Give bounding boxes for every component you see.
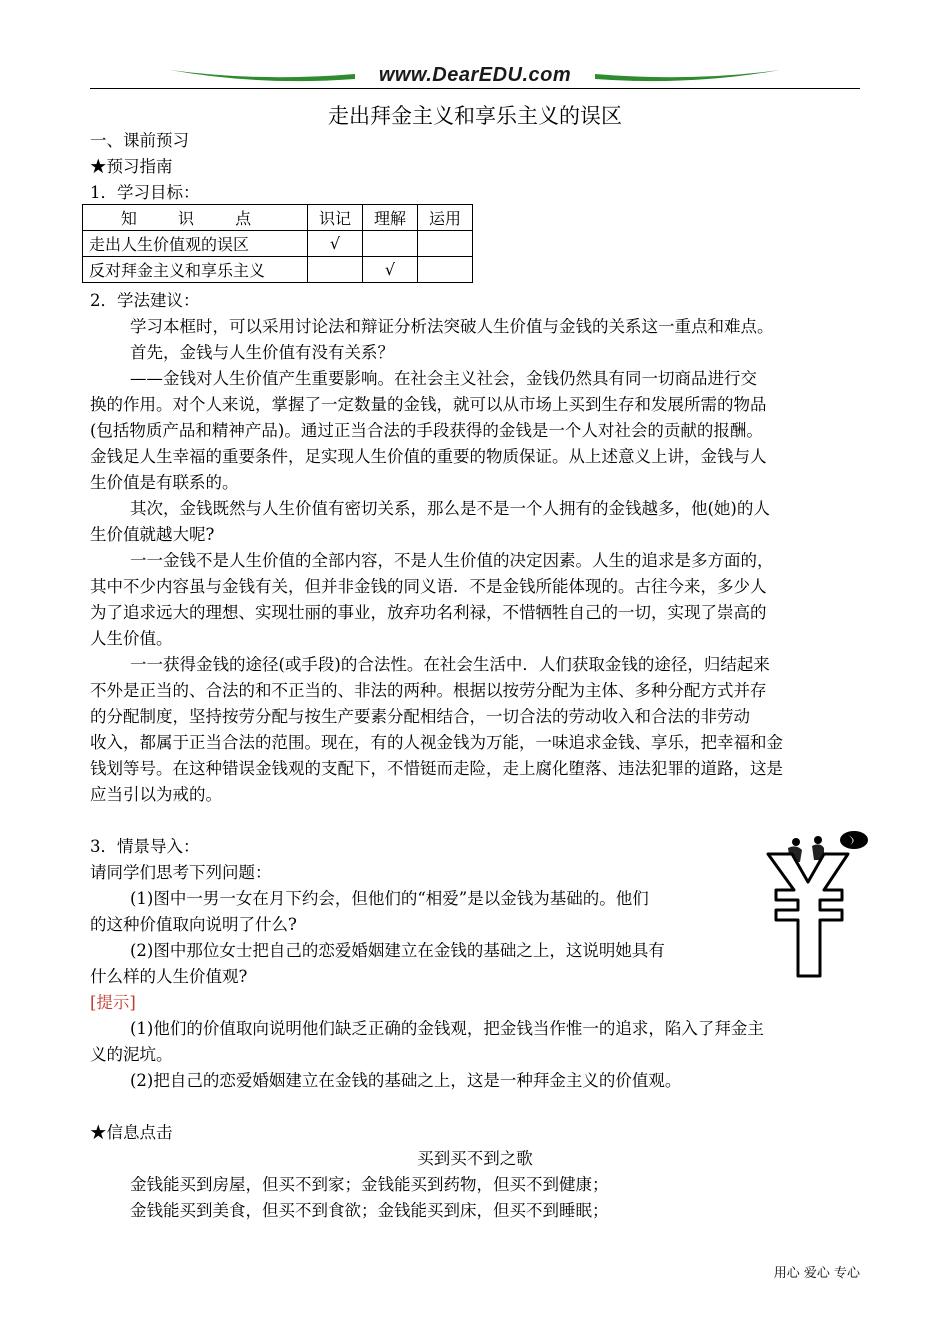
table-header-cell: 识记: [308, 205, 363, 231]
page-footer: 用心 爱心 专心: [773, 1266, 860, 1281]
paragraph-line: 的这种价值取向说明了什么?: [90, 915, 297, 934]
learning-goals-table: [82, 204, 473, 283]
paragraph-line: (2)图中那位女士把自己的恋爱婚姻建立在金钱的基础之上，这说明她具有: [130, 941, 665, 960]
header-rule: [90, 88, 860, 89]
method-heading: 2．学法建议：: [90, 291, 200, 310]
paragraph-line: ——金钱对人生价值产生重要影响。在社会主义社会，金钱仍然具有同一切商品进行交: [130, 369, 757, 388]
table-cell: 走出人生价值观的误区: [83, 231, 308, 257]
paragraph-line: 其中不少内容虽与金钱有关，但并非金钱的同义语．不是金钱所能体现的。古往今来，多少人: [90, 577, 767, 596]
table-cell: [363, 231, 418, 257]
paragraph-line: 钱划等号。在这种错误金钱观的支配下，不惜铤而走险，走上腐化堕落、违法犯罪的道路，这是: [90, 759, 783, 778]
paragraph-line: 一一金钱不是人生价值的全部内容，不是人生价值的决定因素。人生的追求是多方面的，: [130, 551, 774, 570]
scene-heading: 3．情景导入：: [90, 837, 200, 856]
logo-text: www.DearEDU.com: [378, 64, 572, 86]
paragraph-line: (包括物质产品和精神产品)。通过正当合法的手段获得的金钱是一个人对社会的贡献的报酬。: [90, 421, 763, 440]
table-cell: [308, 257, 363, 283]
paragraph-line: (2)把自己的恋爱婚姻建立在金钱的基础之上，这是一种拜金主义的价值观。: [130, 1071, 682, 1090]
table-row: [83, 231, 473, 257]
table-header-cell: 理解: [363, 205, 418, 231]
paragraph-line: 收入，都属于正当合法的范围。现在，有的人视金钱为万能，一味追求金钱、享乐，把幸福和金: [90, 733, 783, 752]
table-row: [83, 257, 473, 283]
paragraph-line: 不外是正当的、合法的和不正当的、非法的两种。根据以按劳分配为主体、多种分配方式并存: [90, 681, 767, 700]
paragraph-line: 应当引以为戒的。: [90, 785, 222, 804]
paragraph-line: (1)他们的价值取向说明他们缺乏正确的金钱观，把金钱当作惟一的追求，陷入了拜金主: [130, 1019, 764, 1038]
table-cell: √: [308, 231, 363, 257]
paragraph-line: 请同学们思考下列问题：: [90, 863, 272, 882]
paragraph-line: 金钱足人生幸福的重要条件，足实现人生价值的重要的物质保证。从上述意义上讲，金钱与人: [90, 447, 767, 466]
table-cell: 反对拜金主义和享乐主义: [83, 257, 308, 283]
table-cell: √: [363, 257, 418, 283]
document-title: 走出拜金主义和享乐主义的误区: [328, 104, 622, 128]
site-logo: [170, 62, 780, 88]
paragraph-line: 生价值是有联系的。: [90, 473, 239, 492]
goal-heading: 1．学习目标：: [90, 183, 200, 202]
paragraph-line: 什么样的人生价值观?: [90, 967, 248, 986]
guide-heading: ★预习指南: [90, 157, 173, 176]
paragraph-line: 换的作用。对个人来说，掌握了一定数量的金钱，就可以从市场上买到生存和发展所需的物品: [90, 395, 767, 414]
hint-label: [提示]: [90, 993, 136, 1012]
song-title: 买到买不到之歌: [417, 1149, 533, 1168]
paragraph-line: 生价值就越大呢?: [90, 525, 215, 544]
paragraph-line: 为了追求远大的理想、实现壮丽的事业，放弃功名利禄，不惜牺牲自己的一切，实现了崇高的: [90, 603, 767, 622]
paragraph-line: 义的泥坑。: [90, 1045, 173, 1064]
yuan-couple-illustration: [762, 826, 872, 986]
table-header-cell: 运用: [418, 205, 473, 231]
song-line: 金钱能买到房屋，但买不到家；金钱能买到药物，但买不到健康；: [130, 1175, 609, 1194]
paragraph-line: 学习本框时，可以采用讨论法和辩证分析法突破人生价值与金钱的关系这一重点和难点。: [130, 317, 774, 336]
paragraph-line: 的分配制度，坚持按劳分配与按生产要素分配相结合，一切合法的劳动收入和合法的非劳动: [90, 707, 750, 726]
section-heading: 一、课前预习: [90, 131, 189, 150]
paragraph-line: 人生价值。: [90, 629, 173, 648]
table-cell: [418, 231, 473, 257]
paragraph-line: 其次，金钱既然与人生价值有密切关系，那么是不是一个人拥有的金钱越多，他(她)的人: [130, 499, 770, 518]
paragraph-line: (1)图中一男一女在月下约会，但他们的“相爱”是以金钱为基础的。他们: [130, 889, 649, 908]
paragraph-line: 一一获得金钱的途径(或手段)的合法性。在社会生活中．人们获取金钱的途径，归结起来: [130, 655, 770, 674]
paragraph-line: 首先，金钱与人生价值有没有关系？: [130, 343, 394, 362]
song-line: 金钱能买到美食，但买不到食欲；金钱能买到床，但买不到睡眠；: [130, 1201, 609, 1220]
table-header-cell: 知 识 点: [83, 205, 308, 231]
table-header-row: [83, 205, 473, 231]
table-cell: [418, 257, 473, 283]
yuan-sign-icon: [762, 826, 872, 986]
info-heading: ★信息点击: [90, 1123, 173, 1142]
